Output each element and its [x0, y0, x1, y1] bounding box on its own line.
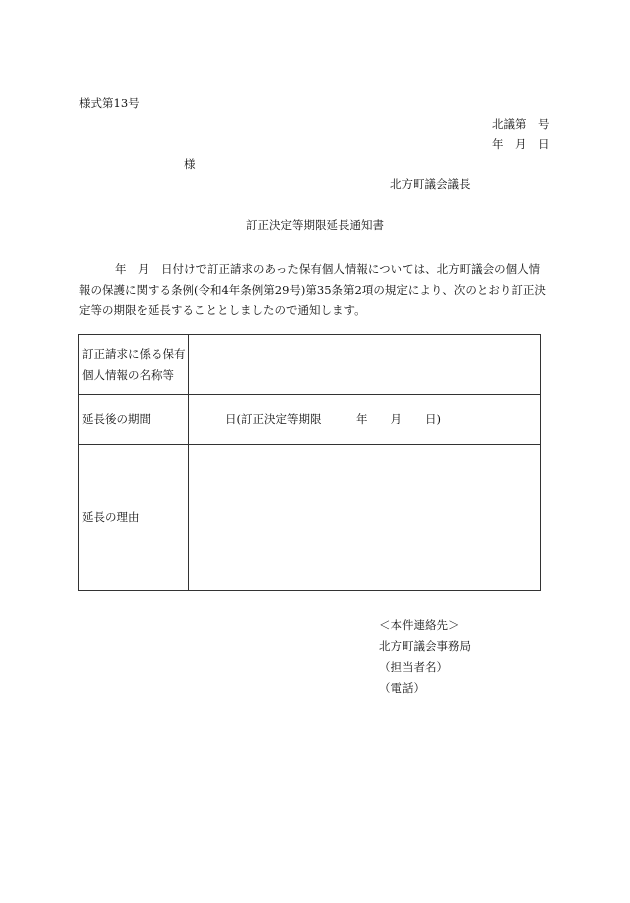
document-date: 年 月 日 — [492, 137, 550, 151]
body-paragraph — [79, 259, 549, 321]
contact-phone: （電話） — [379, 681, 425, 695]
form-number: 様式第13号 — [79, 96, 140, 110]
sender: 北方町議会議長 — [390, 177, 471, 191]
row-value — [189, 335, 541, 395]
contact-office: 北方町議会事務局 — [379, 639, 471, 653]
contact-block — [379, 615, 471, 699]
document-number: 北議第 号 — [492, 117, 550, 131]
row-label: 訂正請求に係る保有個人情報の名称等 — [79, 335, 189, 395]
form-table — [78, 334, 541, 591]
table-row — [79, 395, 541, 445]
row-value — [189, 395, 541, 445]
extended-period-value: 日(訂正決定等期限 年 月 日) — [225, 412, 441, 426]
row-label: 延長の理由 — [79, 445, 189, 591]
body-text: 年 月 日付けで訂正請求のあった保有個人情報については、北方町議会の個人情報の保護に関する条例(令和4年条例第29号)第35条第2項の規定により、次のとおり訂正決定等の期限を延長することとしましたので通知します。 — [79, 262, 546, 317]
table-row — [79, 445, 541, 591]
document-title: 訂正決定等期限延長通知書 — [246, 218, 384, 232]
addressee: 様 — [184, 157, 196, 171]
row-label: 延長後の期間 — [79, 395, 189, 445]
contact-heading: ＜本件連絡先＞ — [379, 618, 460, 632]
contact-person: （担当者名） — [379, 660, 448, 674]
row-value — [189, 445, 541, 591]
table-row — [79, 335, 541, 395]
